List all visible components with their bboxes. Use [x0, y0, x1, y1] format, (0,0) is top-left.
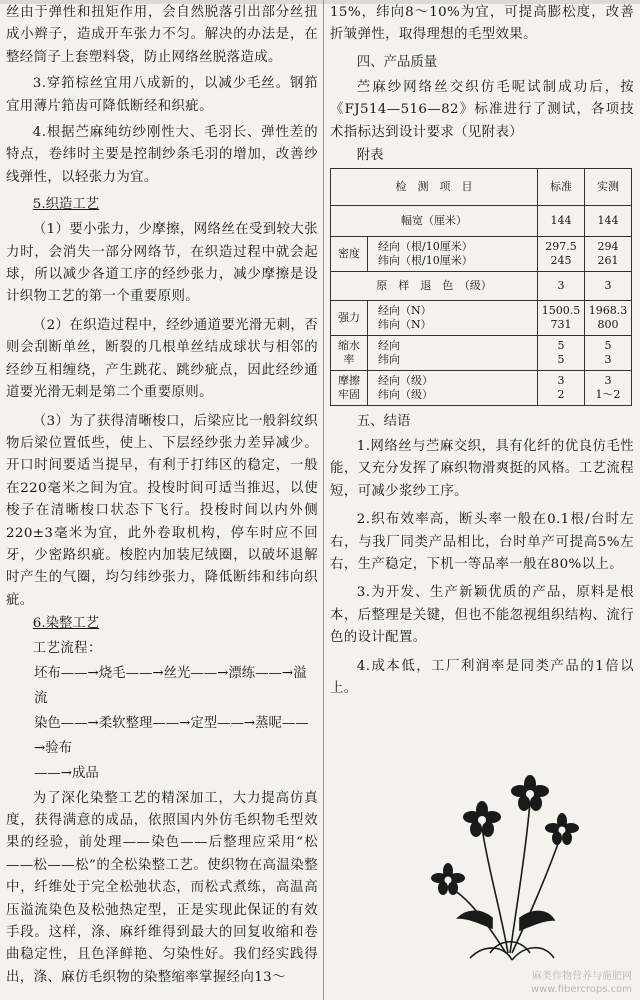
section-heading-quality: 四、产品质量 — [356, 54, 438, 70]
row-sub-shrinkage — [368, 336, 538, 371]
row-sub-strength — [368, 301, 538, 336]
paragraph-shrinkage-continued: 15%，纬向8～10%为宜，可提高膨松度，改善折皱弹性，取得理想的毛型效果。 — [330, 5, 634, 43]
leaf — [520, 911, 554, 930]
row-label-width: 幅宽（厘米） — [331, 206, 538, 237]
cell-fade-measured: 3 — [585, 272, 632, 301]
table-header-item: 检 测 项 目 — [331, 169, 538, 206]
cell-fade-standard: 3 — [538, 272, 585, 301]
density-weft-label: 纬向（根/10厘米） — [378, 254, 473, 268]
paragraph-dyeing-process: 为了深化染整工艺的精深加工，大力提高仿真度，获得满意的成品，依照国内外仿毛织物毛型效果的经验，前处理——染色——后整理应采用“松——松——松”的全松染整工艺。使织物在高温染整中，纤维处于完全松弛状态，而松式煮练，高温高压溢流染色及松弛热定型，正是实现此保证的有效手段。这样，涤、麻纤维得到最大的回复收缩和卷曲稳定性，且色泽鲜艳、匀染性好。我们经实践得出，涤、麻仿毛织物的染整缩率掌握经向13～ — [6, 790, 318, 985]
conclusion-item-2: 2.织布效率高，断头率一般在0.1根/台时左右，与我厂同类产品相比，台时单产可提高5%左右，生产稳定，下机一等品率一般在80%以上。 — [330, 512, 634, 573]
flow-label: 工艺流程： — [32, 641, 102, 657]
site-watermark — [531, 970, 632, 996]
table-row — [331, 336, 632, 371]
cell-density-standard: 297.5 245 — [538, 237, 585, 272]
right-column — [330, 0, 634, 701]
process-flow-line-2: 染色——→柔软整理——→定型——→蒸呢——→验布 — [34, 715, 309, 756]
row-category-strength: 强力 — [331, 301, 368, 336]
table-caption: 附表 — [356, 148, 384, 164]
shrinkage-warp-label: 经向 — [378, 339, 400, 353]
paragraph-principle-2: （2）在织造过程中，经纱通道要光滑无刺，否则会刮断单丝，断裂的几根单丝结成球状与相邻的经纱互相缠绕，产生跳花、跳纱疵点，因此经纱通道要光滑无刺是第二个重要原则。 — [6, 317, 318, 401]
strength-warp-label: 经向（N） — [378, 304, 432, 318]
grass-base — [470, 948, 512, 960]
row-label-color-fastness: 原 样 退 色 （级） — [331, 272, 538, 301]
process-flow-line-3: ——→成品 — [34, 765, 99, 781]
watermark-url: www.fibercrops.com — [530, 984, 632, 995]
row-category-density: 密度 — [331, 237, 368, 272]
cell-strength-standard: 1500.5 731 — [538, 301, 585, 336]
table-row — [331, 237, 632, 272]
cell-rubbing-measured: 3 1～2 — [585, 371, 632, 406]
leaf — [458, 911, 492, 928]
cell-shrinkage-measured: 5 3 — [585, 336, 632, 371]
cell-width-standard: 144 — [538, 206, 585, 237]
paragraph-principle-1: （1）要小张力，少摩擦，网络丝在受到较大张力时，会消失一部分网络节，在织造过程中就会起球，所以减少各道工序的经纱张力，减少摩擦是设计织物工艺的第一个重要原则。 — [6, 222, 318, 305]
table-header-row — [331, 169, 632, 206]
strength-weft-label: 纬向（N） — [378, 318, 432, 332]
cell-shrinkage-standard: 5 5 — [538, 336, 585, 371]
rubbing-warp-label: 经向（级） — [378, 374, 433, 388]
density-warp-label: 经向（根/10厘米） — [378, 240, 473, 254]
cell-width-measured: 144 — [585, 206, 632, 237]
paragraph-warp-network: 丝由于弹性和扭矩作用，会自然脱落引出部分丝扭成小辫子，造成开车张力不匀。解决的办法是，在整经筒子上套塑料袋，防止网络丝脱落造成。 — [6, 5, 318, 65]
conclusion-item-4: 4.成本低，工厂利润率是同类产品的1倍以上。 — [330, 658, 634, 697]
cell-density-measured: 294 261 — [585, 237, 632, 272]
table-row — [331, 301, 632, 336]
cell-strength-measured: 1968.3 800 — [585, 301, 632, 336]
conclusion-item-1: 1.网络丝与苎麻交织，具有化纤的优良仿毛性能，又充分发挥了麻织物滑爽挺的风格。工艺流程短，可减少浆纱工序。 — [330, 439, 634, 499]
row-category-rubbing: 摩擦牢固 — [331, 371, 368, 406]
table-row — [331, 371, 632, 406]
row-sub-density — [368, 237, 538, 272]
shrinkage-weft-label: 纬向 — [378, 353, 400, 367]
left-column — [6, 0, 318, 989]
paragraph-quality-test: 苎麻纱网络丝交织仿毛呢试制成功后，按《FJ514—516—82》标准进行了测试，各项技术指标达到设计要求（见附表） — [330, 79, 634, 140]
column-divider — [323, 0, 324, 1000]
row-category-shrinkage: 缩水率 — [331, 336, 368, 371]
flower-bloom — [431, 863, 465, 895]
flower-illustration — [430, 768, 580, 968]
watermark-title: 麻类作物营养与施肥网 — [532, 971, 632, 982]
rubbing-weft-label: 纬向（级） — [378, 388, 433, 402]
table-row — [331, 206, 632, 237]
process-flow-line-1: 坯布——→烧毛——→丝光——→漂练——→溢流 — [34, 665, 307, 706]
flower-stem — [482, 828, 508, 953]
table-row — [331, 272, 632, 301]
grass-base — [512, 948, 554, 960]
row-sub-rubbing — [368, 371, 538, 406]
table-header-standard: 标准 — [538, 169, 585, 206]
cell-rubbing-standard: 3 2 — [538, 371, 585, 406]
paragraph-principle-3: （3）为了获得清晰梭口，后梁应比一般斜纹织物后梁位置低些，使上、下层经纱张力差异减少。开口时间要适当提早，有利于打纬区的稳定，一般在220毫米之间为宜。投梭时间可适当推迟，以使梭子在清晰梭口状态下飞行。投梭时间以内外侧220±3毫米为宜，此外卷取机构，停车时应不回牙，少密路织疵。梭腔内加装尼绒圈，以破坏退解时产生的气圈，均匀纬纱张力，降低断纬和纬向织疵。 — [6, 413, 318, 608]
table-header-measured: 实测 — [585, 169, 632, 206]
section-heading-weaving: 5.织造工艺 — [32, 197, 100, 213]
quality-spec-table — [330, 168, 632, 406]
flower-bloom — [545, 813, 579, 845]
paragraph-reed-heddle: 3.穿筘棕丝宜用八成新的，以减少毛丝。钢筘宜用薄片筘齿可降低断经和织疵。 — [6, 76, 318, 114]
conclusion-item-3: 3.为开发、生产新颖优质的产品，原料是根本，后整理是关键，但也不能忽视组织结构、流行色的设计配置。 — [330, 585, 634, 646]
section-heading-dyeing: 6.染整工艺 — [32, 616, 100, 632]
paragraph-weft-winding: 4.根据苎麻纯纺纱刚性大、毛羽长、弹性差的特点，卷纬时主要是控制纱条毛羽的增加，改善纱线弹性，以轻张力为宜。 — [6, 125, 318, 185]
section-heading-conclusion: 五、结语 — [356, 414, 411, 430]
